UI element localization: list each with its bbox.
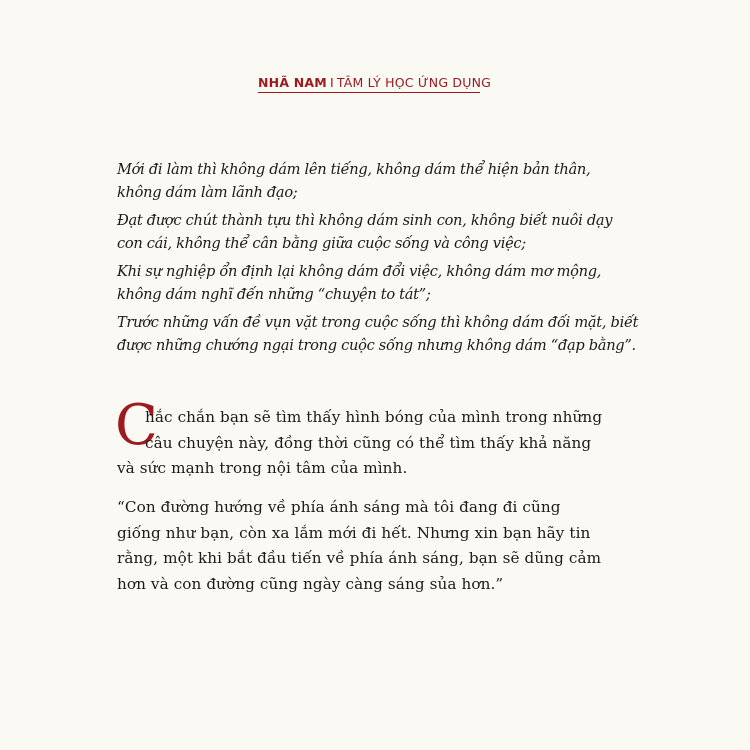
- italic-list-block: [117, 158, 637, 362]
- text-line: không dám làm lãnh đạo;: [117, 184, 298, 201]
- text-line: hơn và con đường cũng ngày càng sáng sủa hơn.”: [117, 574, 504, 593]
- body-paragraph-2: [117, 495, 637, 597]
- text-line: Khi sự nghiệp ổn định lại không dám đổi việc, không dám mơ mộng,: [117, 263, 602, 280]
- italic-paragraph: [117, 311, 637, 357]
- series-name: TÂM LÝ HỌC ỨNG DỤNG: [336, 75, 492, 90]
- italic-paragraph: [117, 209, 637, 255]
- header-rule: [258, 92, 480, 93]
- text-line: Mới đi làm thì không dám lên tiếng, không dám thể hiện bản thân,: [117, 161, 591, 178]
- text-line: “Con đường hướng về phía ánh sáng mà tôi đang đi cũng: [117, 498, 561, 516]
- italic-paragraph: [117, 158, 637, 204]
- text-line: con cái, không thể cân bằng giữa cuộc sống và công việc;: [117, 235, 526, 252]
- text-line: rằng, một khi bắt đầu tiến về phía ánh sáng, bạn sẽ dũng cảm: [117, 549, 602, 567]
- running-header: [258, 75, 492, 90]
- header-separator: I: [329, 75, 334, 90]
- text-line: Đạt được chút thành tựu thì không dám sinh con, không biết nuôi dạy: [117, 212, 613, 229]
- text-line: và sức mạnh trong nội tâm của mình.: [117, 459, 408, 477]
- text-line: hắc chắn bạn sẽ tìm thấy hình bóng của mình trong những: [145, 408, 603, 426]
- text-line: Trước những vấn đề vụn vặt trong cuộc sống thì không dám đối mặt, biết: [117, 314, 639, 331]
- italic-paragraph: [117, 260, 637, 306]
- text-line: không dám nghĩ đến những “chuyện to tát”;: [117, 286, 431, 303]
- publisher-name: NHÃ NAM: [258, 75, 327, 90]
- text-line: câu chuyện này, đồng thời cũng có thể tìm thấy khả năng: [145, 433, 592, 452]
- body-paragraph-1: [117, 405, 637, 482]
- text-line: được những chướng ngại trong cuộc sống nhưng không dám “đạp bằng”.: [117, 337, 636, 354]
- text-line: giống như bạn, còn xa lắm mới đi hết. Nhưng xin bạn hãy tin: [117, 523, 591, 542]
- drop-cap: C: [115, 393, 158, 458]
